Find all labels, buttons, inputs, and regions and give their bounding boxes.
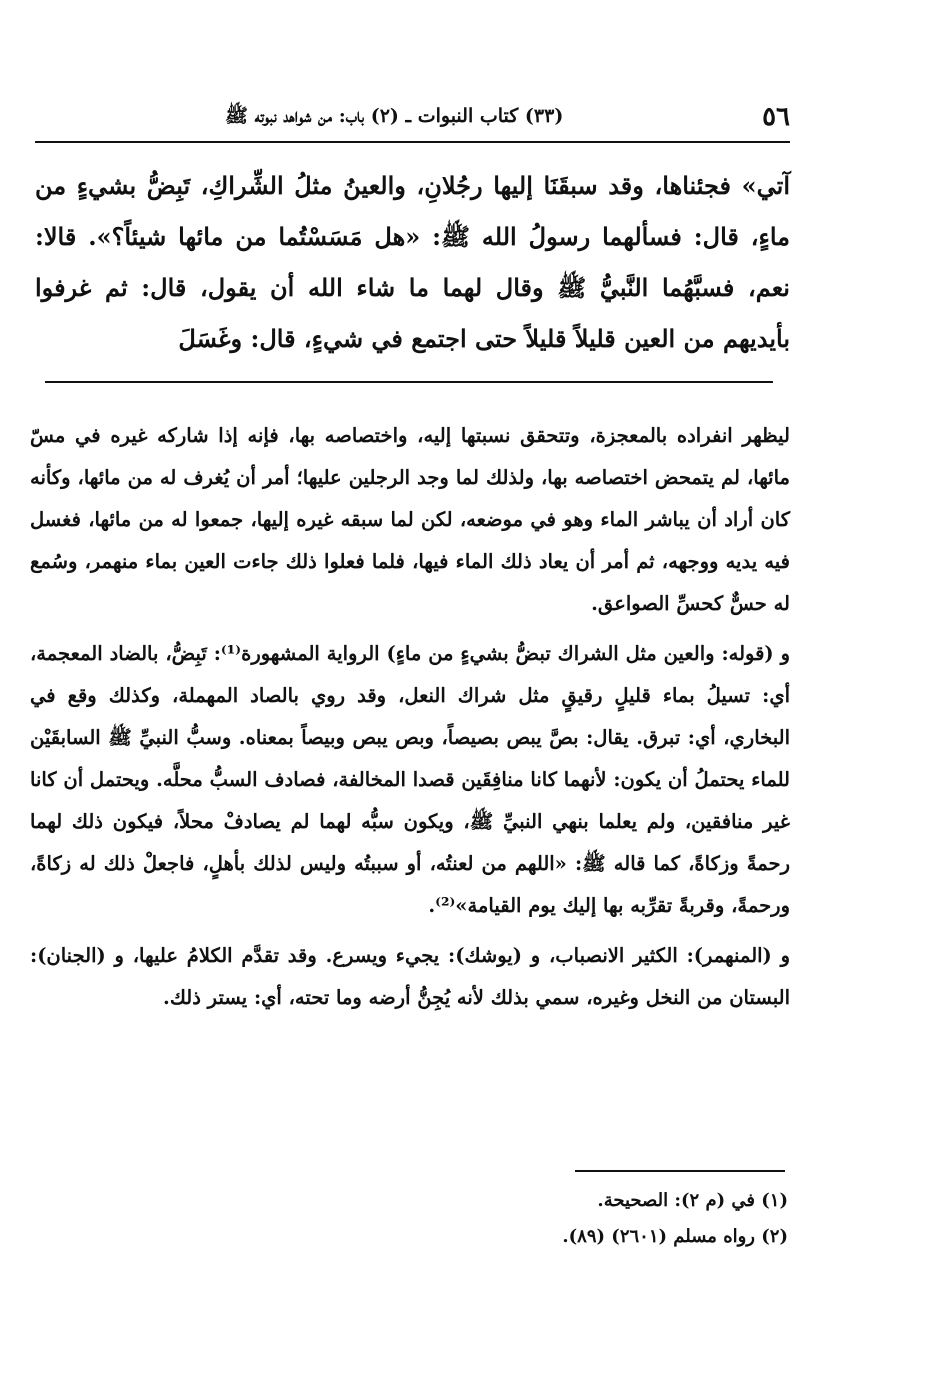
page-header bbox=[35, 92, 790, 132]
footnote-divider bbox=[575, 1170, 785, 1172]
hadith-text: آتي» فجئناها، وقد سبقَنَا إليها رجُلانِ، والعينُ مثلُ الشِّراكِ، تَبِضُّ بشيءٍ من ماءٍ، قال: فسألهما رسولُ الله ﷺ: «هل مَسَسْتُما من مائها شيئاً؟». قالا: نعم، فسبَّهُما النَّبيُّ ﷺ وقال لهما ما شاء الله أن يقول، قال: ثم غرفوا بأيديهم من العين قليلاً قليلاً حتى اجتمع في شيءٍ، قال: وغَسَلَ bbox=[35, 171, 790, 353]
commentary-paragraph-3: و (المنهمر): الكثير الانصباب، و (يوشك): يجيء ويسرع. وقد تقدَّم الكلامُ عليها، و (الجنان): البستان من النخل وغيره، سمي بذلك لأنه يُجِنُّ أرضه وما تحته، أي: يستر ذلك. bbox=[30, 944, 790, 1009]
commentary-paragraph-2: و (قوله: والعين مثل الشراك تبضُّ بشيءٍ من ماءٍ) الرواية المشهورة⁽¹⁾: تَبِضُّ، بالضاد المعجمة، أي: تسيلُ بماء قليلٍ رقيقٍ مثل شراك النعل، وقد روي بالصاد المهملة، وكذلك وقع في البخاري، أي: تبرق. يقال: بصَّ يبص بصيصاً، وبص يبص وبيصاً بمعناه. وسبُّ النبيِّ ﷺ السابقَيْن للماء يحتملُ أن يكون: لأنهما كانا منافِقَين قصدا المخالفة، فصادف السبُّ محلَّه. ويحتمل أن كانا غير منافقين، ولم يعلما بنهي النبيِّ ﷺ، ويكون سبُّه لهما لم يصادفْ محلاً، فيكون ذلك لهما رحمةً وزكاةً، كما قاله ﷺ: «اللهم من لعنتُه، أو سببتُه وليس لذلك بأهلٍ، فاجعلْ ذلك له زكاةً، ورحمةً، وقربةً تقرِّبه بها إليك يوم القيامة»⁽²⁾. bbox=[30, 642, 790, 917]
running-title: (٣٣) كتاب النبوات ـ (٢) باب: من شواهد نبوته ﷺ bbox=[225, 105, 564, 127]
footnote-2: (٢) رواه مسلم (٢٦٠١) (٨٩). bbox=[562, 1226, 788, 1247]
commentary-paragraph-1: ليظهر انفراده بالمعجزة، وتتحقق نسبتها إليه، واختصاصه بها، فإنه إذا شاركه غيره في مسّ مائها، لم يتمحض اختصاصه بها، ولذلك لما وجد الرجلين عليها؛ أمر أن يُغرف له من مائها، وكأنه كان أراد أن يباشر الماء وهو في موضعه، لكن لما سبقه غيره إليها، جمعوا له من مائها، فغسل فيه يديه ووجهه، ثم أمر أن يعاد ذلك الماء فيها، فلما فعلوا ذلك جاءت العين بماء منهمر، وسُمع له حسٌّ كحسِّ الصواعق. bbox=[30, 424, 790, 615]
commentary bbox=[30, 415, 790, 1027]
header-divider bbox=[35, 141, 790, 143]
section-divider bbox=[45, 381, 773, 383]
page-number: ٥٦ bbox=[762, 102, 790, 132]
footnote-1: (١) في (م ٢): الصحيحة. bbox=[597, 1190, 788, 1211]
footnotes bbox=[200, 1183, 788, 1255]
